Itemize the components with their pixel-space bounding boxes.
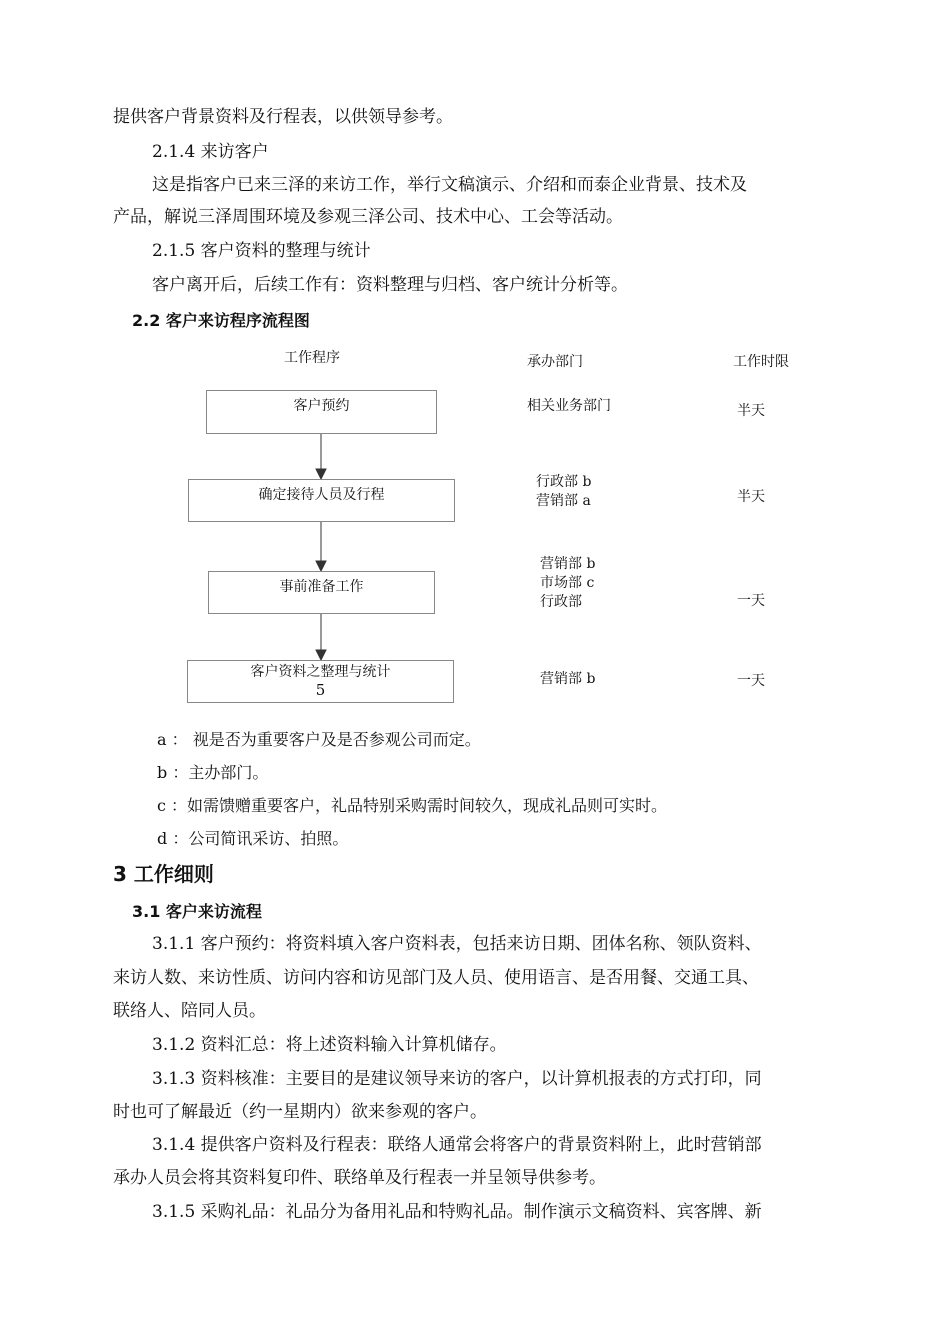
paragraph-text: 提供客户背景资料及行程表，以供领导参考。	[113, 107, 453, 127]
paragraph-text: 这是指客户已来三泽的来访工作，举行文稿演示、介绍和而泰企业背景、技术及	[152, 175, 747, 195]
section-heading-3-1: 3.1 客户来访流程	[132, 902, 262, 921]
dept-cell: 相关业务部门	[527, 398, 611, 414]
section-heading-2-1-5: 2.1.5 客户资料的整理与统计	[152, 241, 371, 261]
note-item: d ：公司简讯采访、拍照。	[157, 829, 349, 848]
time-cell: 半天	[737, 489, 765, 505]
dept-cell: 行政部 b 营销部 a	[536, 474, 592, 509]
section-heading-3: 3 工作细则	[113, 862, 214, 886]
arrow-head	[316, 650, 326, 660]
flow-step-box	[206, 390, 437, 434]
paragraph-text: 3.1.4 提供客户资料及行程表：联络人通常会将客户的背景资料附上，此时营销部	[152, 1135, 762, 1155]
paragraph-text: 时也可了解最近（约一星期内）欲来参观的客户。	[113, 1102, 487, 1122]
paragraph-text: 客户离开后，后续工作有：资料整理与归档、客户统计分析等。	[152, 275, 628, 295]
column-header-steps: 工作程序	[284, 350, 340, 366]
flow-step-label: 事前准备工作	[279, 579, 364, 595]
paragraph-text: 3.1.5 采购礼品：礼品分为备用礼品和特购礼品。制作演示文稿资料、宾客牌、新	[152, 1202, 762, 1222]
time-cell: 一天	[737, 673, 765, 689]
paragraph-text: 产品，解说三泽周围环境及参观三泽公司、技术中心、工会等活动。	[113, 207, 623, 227]
column-header-time: 工作时限	[733, 354, 789, 370]
paragraph-text: 来访人数、来访性质、访问内容和访见部门及人员、使用语言、是否用餐、交通工具、	[113, 968, 759, 988]
arrow-head	[316, 561, 326, 571]
flow-step-box	[208, 571, 435, 614]
time-cell: 一天	[737, 593, 765, 609]
flow-step-label: 确定接待人员及行程	[258, 487, 385, 503]
note-item: b ：主办部门。	[157, 763, 269, 782]
note-item: a ： 视是否为重要客户及是否参观公司而定。	[157, 730, 481, 749]
paragraph-text: 3.1.3 资料核准：主要目的是建议领导来访的客户，以计算机报表的方式打印，同	[152, 1069, 762, 1089]
flow-step-label: 客户预约	[293, 398, 350, 414]
paragraph-text: 3.1.2 资料汇总：将上述资料输入计算机储存。	[152, 1035, 507, 1055]
dept-cell: 营销部 b	[540, 671, 596, 687]
note-item: c ：如需馈赠重要客户，礼品特别采购需时间较久，现成礼品则可实时。	[157, 796, 668, 815]
flow-step-label: 客户资料之整理与统计	[250, 664, 391, 680]
time-cell: 半天	[737, 403, 765, 419]
paragraph-text: 联络人、陪同人员。	[113, 1001, 266, 1021]
section-heading-2-1-4: 2.1.4 来访客户	[152, 142, 269, 162]
arrow-head	[316, 469, 326, 479]
dept-cell: 营销部 b 市场部 c 行政部	[540, 556, 596, 610]
flow-step-box	[187, 660, 454, 703]
column-header-dept: 承办部门	[527, 354, 583, 370]
section-heading-2-2: 2.2 客户来访程序流程图	[132, 311, 310, 330]
paragraph-text: 承办人员会将其资料复印件、联络单及行程表一并呈领导供参考。	[113, 1168, 606, 1188]
page-number: 5	[315, 681, 326, 699]
flow-step-box	[188, 479, 455, 522]
paragraph-text: 3.1.1 客户预约：将资料填入客户资料表，包括来访日期、团体名称、领队资料、	[152, 934, 762, 954]
